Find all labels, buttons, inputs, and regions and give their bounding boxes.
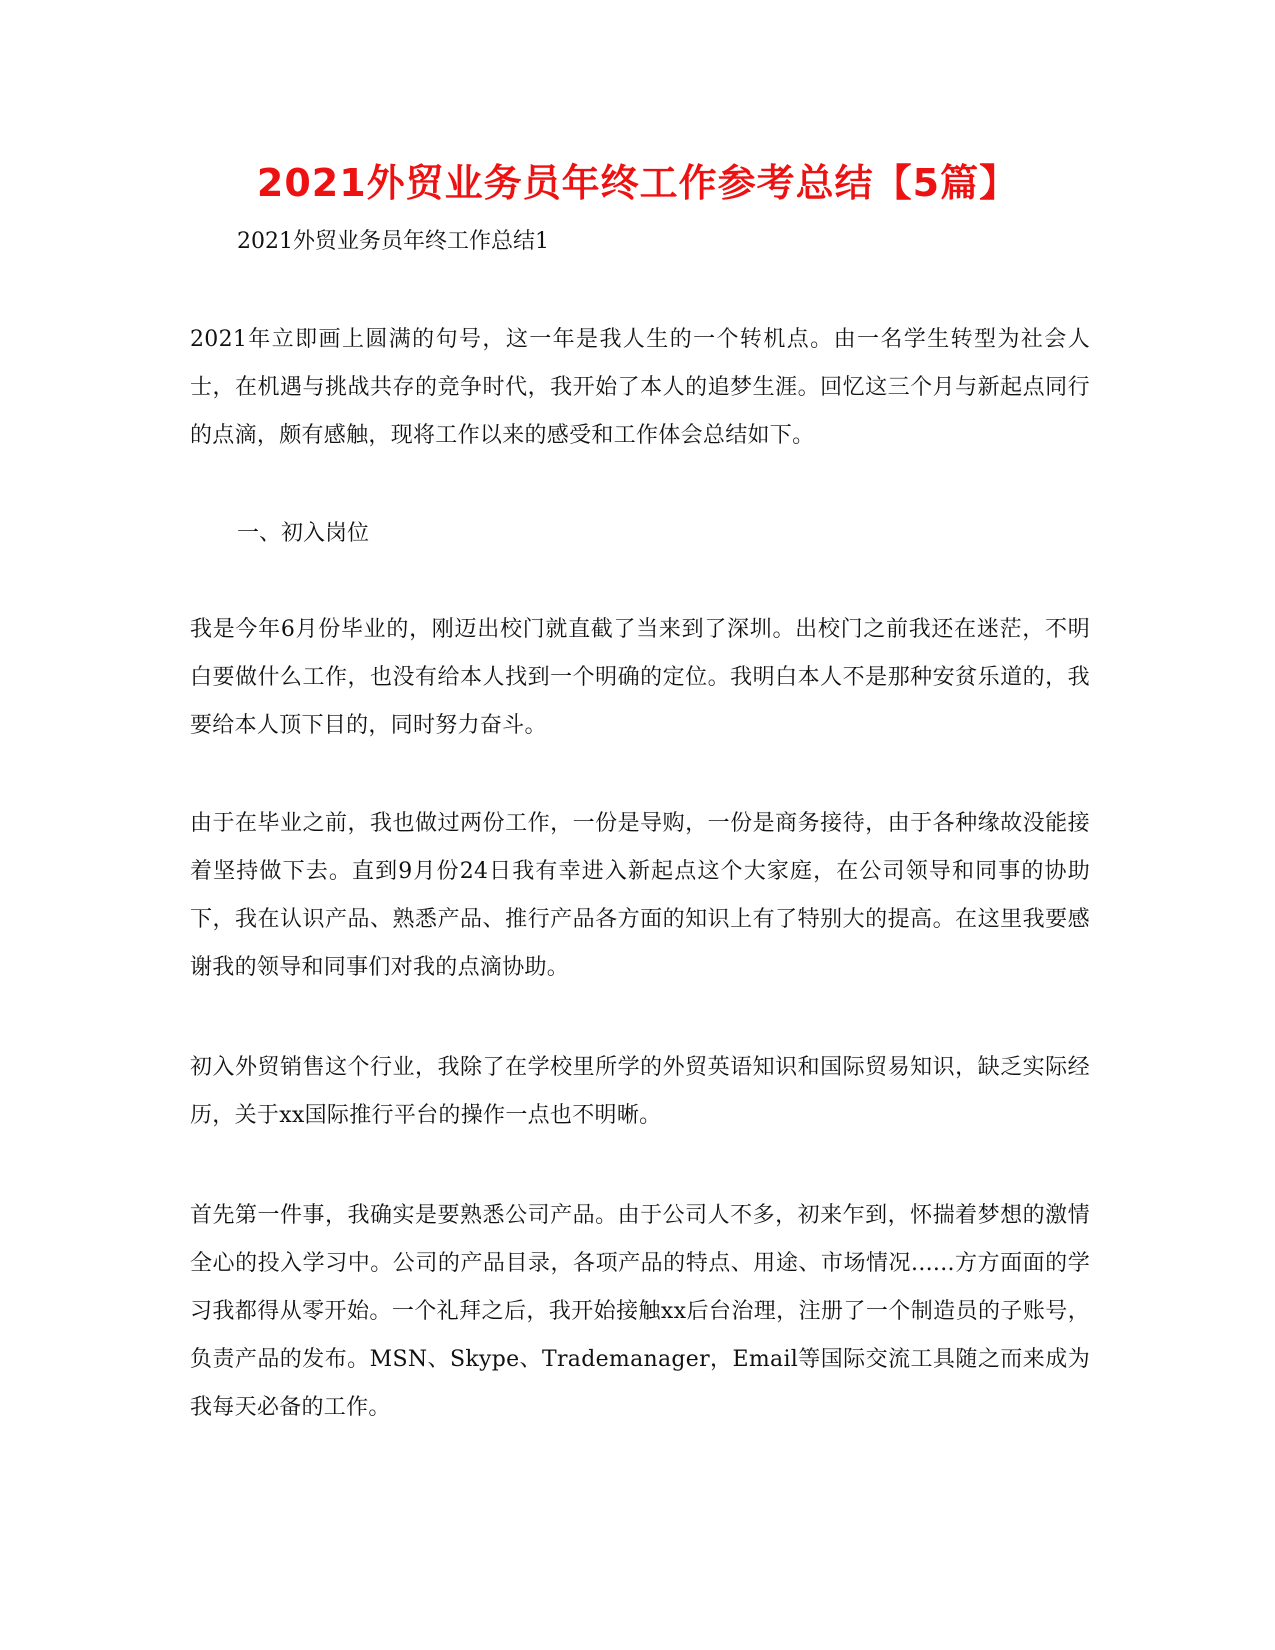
paragraph-graduation: 我是今年6月份毕业的，刚迈出校门就直截了当来到了深圳。出校门之前我还在迷茫，不明白要做什么工作，也没有给本人找到一个明确的定位。我明白本人不是那种安贫乐道的，我要给本人顶下目的，同时努力奋斗。 — [190, 617, 1090, 738]
paragraph-first-task: 首先第一件事，我确实是要熟悉公司产品。由于公司人不多，初来乍到，怀揣着梦想的激情全心的投入学习中。公司的产品目录，各项产品的特点、用途、市场情况......方方面面的学习我都得从零开始。一个礼拜之后，我开始接触xx后台治理，注册了一个制造员的子账号，负责产品的发布。MSN、Skype、Trademanager，Email等国际交流工具随之而来成为我每天必备的工作。 — [190, 1203, 1090, 1420]
section-heading-1: 一、初入岗位 — [237, 521, 370, 546]
document-subtitle: 2021外贸业务员年终工作总结1 — [237, 229, 549, 254]
paragraph-previous-jobs: 由于在毕业之前，我也做过两份工作，一份是导购，一份是商务接待，由于各种缘故没能接着坚持做下去。直到9月份24日我有幸进入新起点这个大家庭，在公司领导和同事的协助下，我在认识产品、熟悉产品、推行产品各方面的知识上有了特别大的提高。在这里我要感谢我的领导和同事们对我的点滴协助。 — [190, 811, 1090, 980]
paragraph-foreign-trade: 初入外贸销售这个行业，我除了在学校里所学的外贸英语知识和国际贸易知识，缺乏实际经历，关于xx国际推行平台的操作一点也不明晰。 — [190, 1055, 1090, 1128]
document-title: 2021外贸业务员年终工作参考总结【5篇】 — [256, 161, 1019, 205]
paragraph-intro: 2021年立即画上圆满的句号，这一年是我人生的一个转机点。由一名学生转型为社会人士，在机遇与挑战共存的竞争时代，我开始了本人的追梦生涯。回忆这三个月与新起点同行的点滴，颇有感触，现将工作以来的感受和工作体会总结如下。 — [190, 327, 1090, 448]
